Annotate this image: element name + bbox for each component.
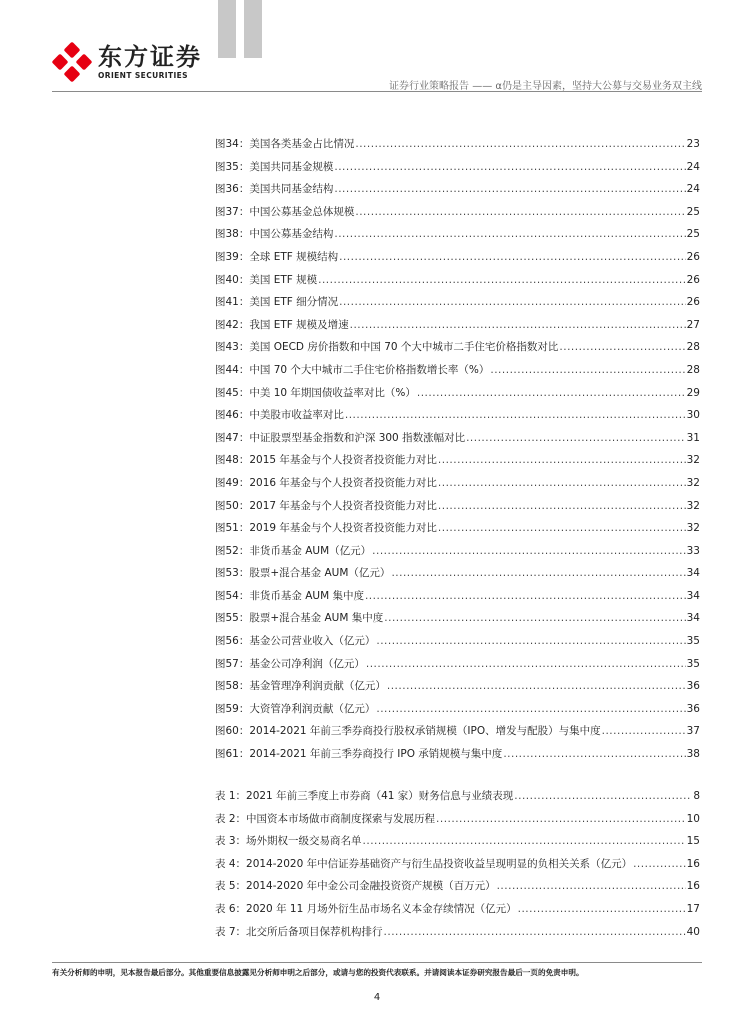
toc-figure-entry[interactable] <box>215 610 700 633</box>
toc-table-entry-page: 10 <box>686 812 700 825</box>
report-title: 证券行业策略报告 —— α仍是主导因素，坚持大公募与交易业务双主线 <box>389 81 702 92</box>
toc-figure-entry-page: 30 <box>686 409 700 422</box>
toc-figure-entry-page: 26 <box>686 296 700 309</box>
toc-figure-entry-page: 34 <box>686 567 700 580</box>
toc-figure-entry[interactable] <box>215 294 700 317</box>
toc-figure-entry-label: 图51：2019 年基金与个人投资者投资能力对比 <box>215 522 437 535</box>
toc-figure-entry[interactable] <box>215 498 700 521</box>
dot-leader <box>365 590 686 602</box>
toc-figure-entry-page: 35 <box>686 657 700 670</box>
dot-leader <box>466 432 686 444</box>
toc-figure-entry[interactable] <box>215 475 700 498</box>
toc-figure-entry-page: 32 <box>686 522 700 535</box>
toc-figure-entry-page: 31 <box>686 431 700 444</box>
dot-leader <box>518 903 686 915</box>
toc-table-entry[interactable] <box>215 833 700 856</box>
dot-leader <box>417 387 686 399</box>
toc-figure-entry-page: 26 <box>686 250 700 263</box>
toc-table-entry-label: 表 6：2020 年 11 月场外衍生品市场名义本金存续情况（亿元） <box>215 902 517 915</box>
toc-figure-entry-label: 图35：美国共同基金规模 <box>215 160 334 173</box>
footer-divider <box>52 962 702 963</box>
toc-figure-entry-label: 图58：基金管理净利润贡献（亿元） <box>215 680 386 693</box>
dot-leader <box>438 500 686 512</box>
toc-table-entry-label: 表 2：中国资本市场做市商制度探索与发展历程 <box>215 812 436 825</box>
toc-figure-entry-label: 图59：大资管净利润贡献（亿元） <box>215 702 376 715</box>
toc-figure-entry[interactable] <box>215 520 700 543</box>
dot-leader <box>438 454 686 466</box>
toc-figure-entry[interactable] <box>215 565 700 588</box>
figure-list <box>215 136 700 769</box>
dot-leader <box>334 183 685 195</box>
toc-figure-entry-page: 25 <box>686 205 700 218</box>
dot-leader <box>514 790 692 802</box>
toc-figure-entry-label: 图34：美国各类基金占比情况 <box>215 138 355 150</box>
toc-figure-entry-label: 图56：基金公司营业收入（亿元） <box>215 635 376 648</box>
toc-figure-entry-label: 图57：基金公司净利润（亿元） <box>215 657 365 670</box>
toc-figure-entry-page: 25 <box>686 228 700 241</box>
toc-table-entry-page: 16 <box>686 857 700 870</box>
toc-figure-entry-label: 图48：2015 年基金与个人投资者投资能力对比 <box>215 454 437 467</box>
toc-table-entry-page: 8 <box>693 790 700 802</box>
toc-table-entry[interactable] <box>215 856 700 879</box>
toc-figure-entry-label: 图61：2014-2021 年前三季券商投行 IPO 承销规模与集中度 <box>215 748 503 761</box>
toc-figure-entry[interactable] <box>215 633 700 656</box>
dot-leader <box>350 319 686 331</box>
toc-figure-entry[interactable] <box>215 588 700 611</box>
toc-figure-entry-label: 图44：中国 70 个大中城市二手住宅价格指数增长率（%） <box>215 363 490 376</box>
dot-leader <box>384 926 686 938</box>
toc-figure-entry[interactable] <box>215 339 700 362</box>
toc-figure-entry-label: 图38：中国公募基金结构 <box>215 228 334 241</box>
toc-figure-entry[interactable] <box>215 159 700 182</box>
toc-figure-entry-page: 37 <box>686 725 700 738</box>
toc-figure-entry-page: 34 <box>686 589 700 602</box>
dot-leader <box>334 228 685 240</box>
toc-figure-entry-page: 28 <box>686 363 700 376</box>
toc-figure-entry[interactable] <box>215 543 700 566</box>
toc-table-entry-label: 表 3：场外期权一级交易商名单 <box>215 835 362 848</box>
toc-table-entry[interactable] <box>215 788 700 811</box>
dot-leader <box>366 658 686 670</box>
toc-figure-entry-page: 28 <box>686 341 700 354</box>
toc-figure-entry-label: 图37：中国公募基金总体规模 <box>215 205 355 218</box>
dot-leader <box>339 251 686 263</box>
dot-leader <box>334 161 685 173</box>
toc-figure-entry-page: 27 <box>686 318 700 331</box>
toc-figure-entry[interactable] <box>215 452 700 475</box>
toc-figure-entry-label: 图49：2016 年基金与个人投资者投资能力对比 <box>215 476 437 489</box>
toc-figure-entry-label: 图39：全球 ETF 规模结构 <box>215 250 339 263</box>
dot-leader <box>345 409 686 421</box>
toc-figure-entry[interactable] <box>215 656 700 679</box>
dot-leader <box>497 880 686 892</box>
toc-table-entry[interactable] <box>215 924 700 947</box>
toc-table-entry-label: 表 4：2014-2020 年中信证券基础资产与衍生品投资收益呈现明显的负相关关系（亿元） <box>215 857 633 870</box>
dot-leader <box>355 138 685 150</box>
toc-figure-entry-label: 图45：中美 10 年期国债收益率对比（%） <box>215 386 416 399</box>
footer-disclaimer: 有关分析师的申明，见本报告最后部分。其他重要信息披露见分析师申明之后部分，或请与您的投资代表联系。并请阅读本证券研究报告最后一页的免责申明。 <box>52 968 584 977</box>
logo-english-name: ORIENT SECURITIES <box>98 70 188 80</box>
toc-table-entry-label: 表 1：2021 年前三季度上市券商（41 家）财务信息与业绩表现 <box>215 790 514 802</box>
toc-figure-entry-page: 33 <box>686 544 700 557</box>
header-divider <box>52 91 702 92</box>
table-list <box>215 788 700 946</box>
toc-figure-entry[interactable] <box>215 136 700 159</box>
toc-figure-entry-label: 图55：股票+混合基金 AUM 集中度 <box>215 612 384 625</box>
toc-table-entry-page: 16 <box>686 880 700 893</box>
toc-figure-entry-page: 35 <box>686 635 700 648</box>
dot-leader <box>384 612 685 624</box>
dot-leader <box>391 567 685 579</box>
toc-figure-entry[interactable] <box>215 249 700 272</box>
toc-table-entry-label: 表 5：2014-2020 年中金公司金融投资资产规模（百万元） <box>215 880 496 893</box>
toc-figure-entry[interactable] <box>215 181 700 204</box>
toc-figure-entry[interactable] <box>215 385 700 408</box>
dot-leader <box>355 206 685 218</box>
toc-figure-entry-label: 图50：2017 年基金与个人投资者投资能力对比 <box>215 499 437 512</box>
dot-leader <box>436 813 686 825</box>
toc-figure-entry-label: 图54：非货币基金 AUM 集中度 <box>215 589 364 602</box>
toc-figure-entry-page: 32 <box>686 476 700 489</box>
toc-figure-entry-label: 图43：美国 OECD 房价指数和中国 70 个大中城市二手住宅价格指数对比 <box>215 341 559 354</box>
toc-figure-entry[interactable] <box>215 226 700 249</box>
toc-figure-entry[interactable] <box>215 430 700 453</box>
dot-leader <box>363 835 686 847</box>
toc-figure-entry-label: 图52：非货币基金 AUM（亿元） <box>215 544 372 557</box>
toc-table-entry-label: 表 7：北交所后备项目保荐机构排行 <box>215 925 383 938</box>
company-logo <box>52 42 202 82</box>
dot-leader <box>339 296 686 308</box>
toc-figure-entry-page: 24 <box>686 183 700 196</box>
header-grey-tab-left <box>218 0 236 58</box>
toc-table-entry-page: 17 <box>686 902 700 915</box>
toc-figure-entry[interactable] <box>215 362 700 385</box>
dot-leader <box>490 364 685 376</box>
toc-figure-entry[interactable] <box>215 701 700 724</box>
toc-table-entry-page: 40 <box>686 925 700 938</box>
dot-leader <box>376 703 685 715</box>
toc-figure-entry-label: 图60：2014-2021 年前三季券商投行股权承销规模（IPO、增发与配股）与集中度 <box>215 725 601 738</box>
dot-leader <box>503 748 685 760</box>
dot-leader <box>318 274 686 286</box>
toc-figure-entry-page: 26 <box>686 273 700 286</box>
toc-table-entry-page: 15 <box>686 835 700 848</box>
toc-figure-entry-label: 图40：美国 ETF 规模 <box>215 273 318 286</box>
orient-logo-icon <box>52 42 92 82</box>
toc-figure-entry-label: 图53：股票+混合基金 AUM（亿元） <box>215 567 391 580</box>
toc-figure-entry-label: 图41：美国 ETF 细分情况 <box>215 296 339 309</box>
toc-figure-entry-label: 图36：美国共同基金结构 <box>215 183 334 196</box>
toc-figure-entry-page: 29 <box>686 386 700 399</box>
toc-figure-entry-page: 36 <box>686 680 700 693</box>
dot-leader <box>387 680 686 692</box>
logo-chinese-name: 东方证券 <box>98 42 202 71</box>
toc-figure-entry-label: 图47：中证股票型基金指数和沪深 300 指数涨幅对比 <box>215 431 466 444</box>
header-grey-tab-right <box>244 0 262 58</box>
dot-leader <box>376 635 685 647</box>
dot-leader <box>438 477 686 489</box>
toc-figure-entry[interactable] <box>215 746 700 769</box>
toc-figure-entry-page: 23 <box>686 138 700 150</box>
toc-table-entry[interactable] <box>215 878 700 901</box>
toc-table-entry[interactable] <box>215 901 700 924</box>
toc-figure-entry[interactable] <box>215 723 700 746</box>
toc-figure-entry-page: 24 <box>686 160 700 173</box>
toc-figure-entry-label: 图46：中美股市收益率对比 <box>215 409 344 422</box>
toc-figure-entry-page: 38 <box>686 748 700 761</box>
toc-figure-entry-label: 图42：我国 ETF 规模及增速 <box>215 318 349 331</box>
toc-figure-entry[interactable] <box>215 204 700 227</box>
toc-figure-entry[interactable] <box>215 407 700 430</box>
dot-leader <box>633 858 686 870</box>
toc-figure-entry[interactable] <box>215 678 700 701</box>
toc-figure-entry-page: 32 <box>686 499 700 512</box>
dot-leader <box>602 725 686 737</box>
toc-figure-entry-page: 32 <box>686 454 700 467</box>
toc-figure-entry[interactable] <box>215 317 700 340</box>
page-number: 4 <box>373 992 381 1003</box>
toc-figure-entry[interactable] <box>215 272 700 295</box>
dot-leader <box>438 522 686 534</box>
toc-figure-entry-page: 36 <box>686 702 700 715</box>
dot-leader <box>559 341 685 353</box>
toc-figure-entry-page: 34 <box>686 612 700 625</box>
dot-leader <box>372 545 685 557</box>
toc-table-entry[interactable] <box>215 811 700 834</box>
